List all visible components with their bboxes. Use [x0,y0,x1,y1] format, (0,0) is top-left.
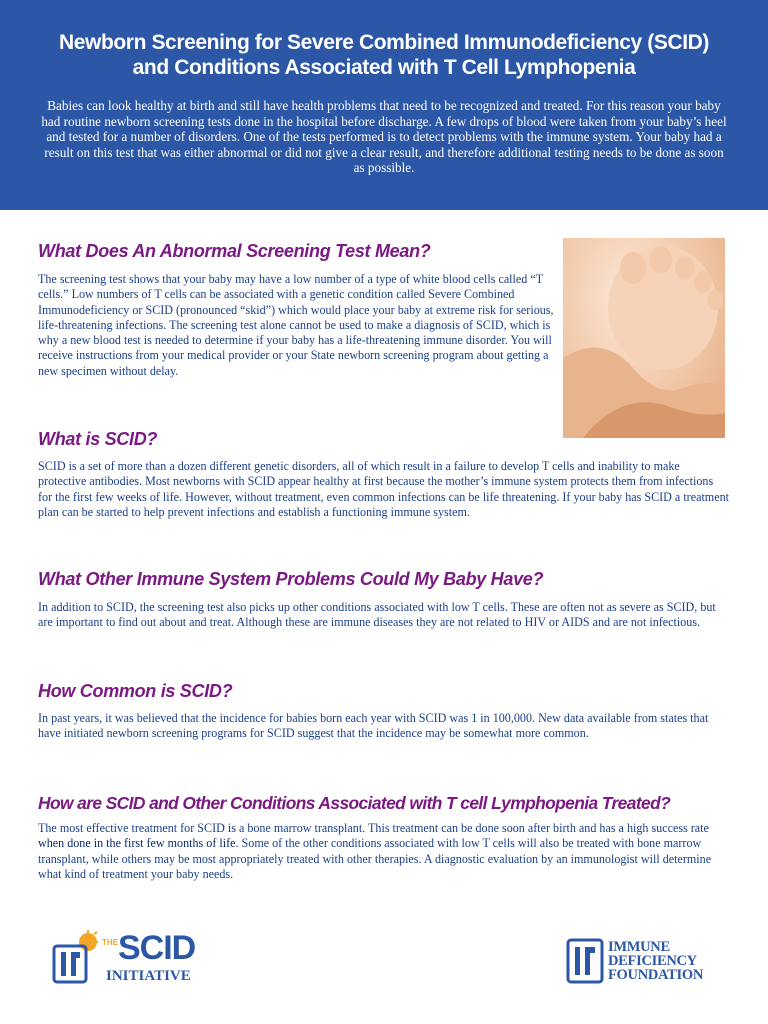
para-treatment-part2: . Some of the other conditions associated with low T cells will also be treated with bone marrow transplant, while others may be most appropriately treated with other therapies. A diagnostic evaluation by an immunologist will determine what kind of treatment your baby needs. [38,836,712,881]
logo-scid-text: SCID [118,929,196,967]
title-line-2: and Conditions Associated with T Cell Lymphopenia [132,56,636,79]
heading-treatment: How are SCID and Other Conditions Associated with T cell Lymphopenia Treated? [38,793,671,813]
logo-initiative-text: INITIATIVE [106,968,191,984]
logo-the-text: THE [102,938,118,947]
heading-what-is-scid: What is SCID? [38,429,158,449]
para-treatment-emphasis: when done in the first few months of life [38,836,236,851]
idf-line-2: DEFICIENCY [608,953,697,969]
heading-abnormal-test: What Does An Abnormal Screening Test Mean? [38,241,431,261]
para-abnormal-test: The screening test shows that your baby may have a low number of a type of white blood cells called “T cells.” Low numbers of T cells can be associated with a genetic condition called Severe Combined Immunodeficiency or SCID (pronounced “skid”) which would place your baby at extreme risk for serious, life-threatening infections. The screening test alone cannot be used to make a diagnosis of SCID, which is why a new blood test is needed to determine if your baby has a life-threatening immune disorder. You will receive instructions from your medical provider or your State newborn screening program about getting a new specimen without delay. [38,272,554,378]
baby-foot-photo [563,238,725,438]
idf-logo [566,938,703,984]
idf-wordmark [608,940,703,982]
heading-other-problems: What Other Immune System Problems Could My Baby Have? [38,569,544,589]
baby-foot-illustration [563,238,725,438]
header-banner [0,0,768,210]
intro-paragraph: Babies can look healthy at birth and still have health problems that need to be recognized and treated. For this reason your baby had routine newborn screening tests done in the hospital before discharge. A few drops of blood were taken from your baby’s heel and tested for a number of disorders. One of the tests performed is to detect problems with the immune system. Your baby had a result on this test that was either abnormal or did not give a clear result, and therefore additional testing needs to be done as soon as possible. [41,98,727,176]
idf-logo-icon [566,938,604,984]
para-treatment [38,821,730,882]
scid-initiative-wordmark [102,930,212,986]
idf-line-1: IMMUNE [608,939,670,955]
para-how-common: In past years, it was believed that the incidence for babies born each year with SCID was 1 in 100,000. New data available from states that have initiated newborn screening programs for SCID suggest that the incidence may be somewhat more common. [38,711,709,741]
para-other-problems: In addition to SCID, the screening test also picks up other conditions associated with low T cells. These are often not as severe as SCID, but are important to find out about and treat. Although these are immune diseases they are not related to HIV or AIDS and are not infectious. [38,600,716,630]
page-title [10,30,758,80]
title-line-1: Newborn Screening for Severe Combined Immunodeficiency (SCID) [58,31,710,54]
para-treatment-part1: The most effective treatment for SCID is a bone marrow transplant. This treatment can be done soon after birth and has a high success rate [38,821,709,835]
scid-initiative-logo [52,930,212,986]
scid-initiative-logo-icon [52,930,98,986]
heading-how-common: How Common is SCID? [38,681,233,701]
idf-line-3: FOUNDATION [608,967,704,983]
para-what-is-scid: SCID is a set of more than a dozen different genetic disorders, all of which result in a failure to develop T cells and inability to make protective antibodies. Most newborns with SCID appear healthy at first because the mother’s immune system protects them from infections for the first few weeks of life. However, without treatment, even common infections can be life threatening. If your baby has SCID a treatment plan can be started to help prevent infections and establish a functioning immune system. [38,459,729,519]
